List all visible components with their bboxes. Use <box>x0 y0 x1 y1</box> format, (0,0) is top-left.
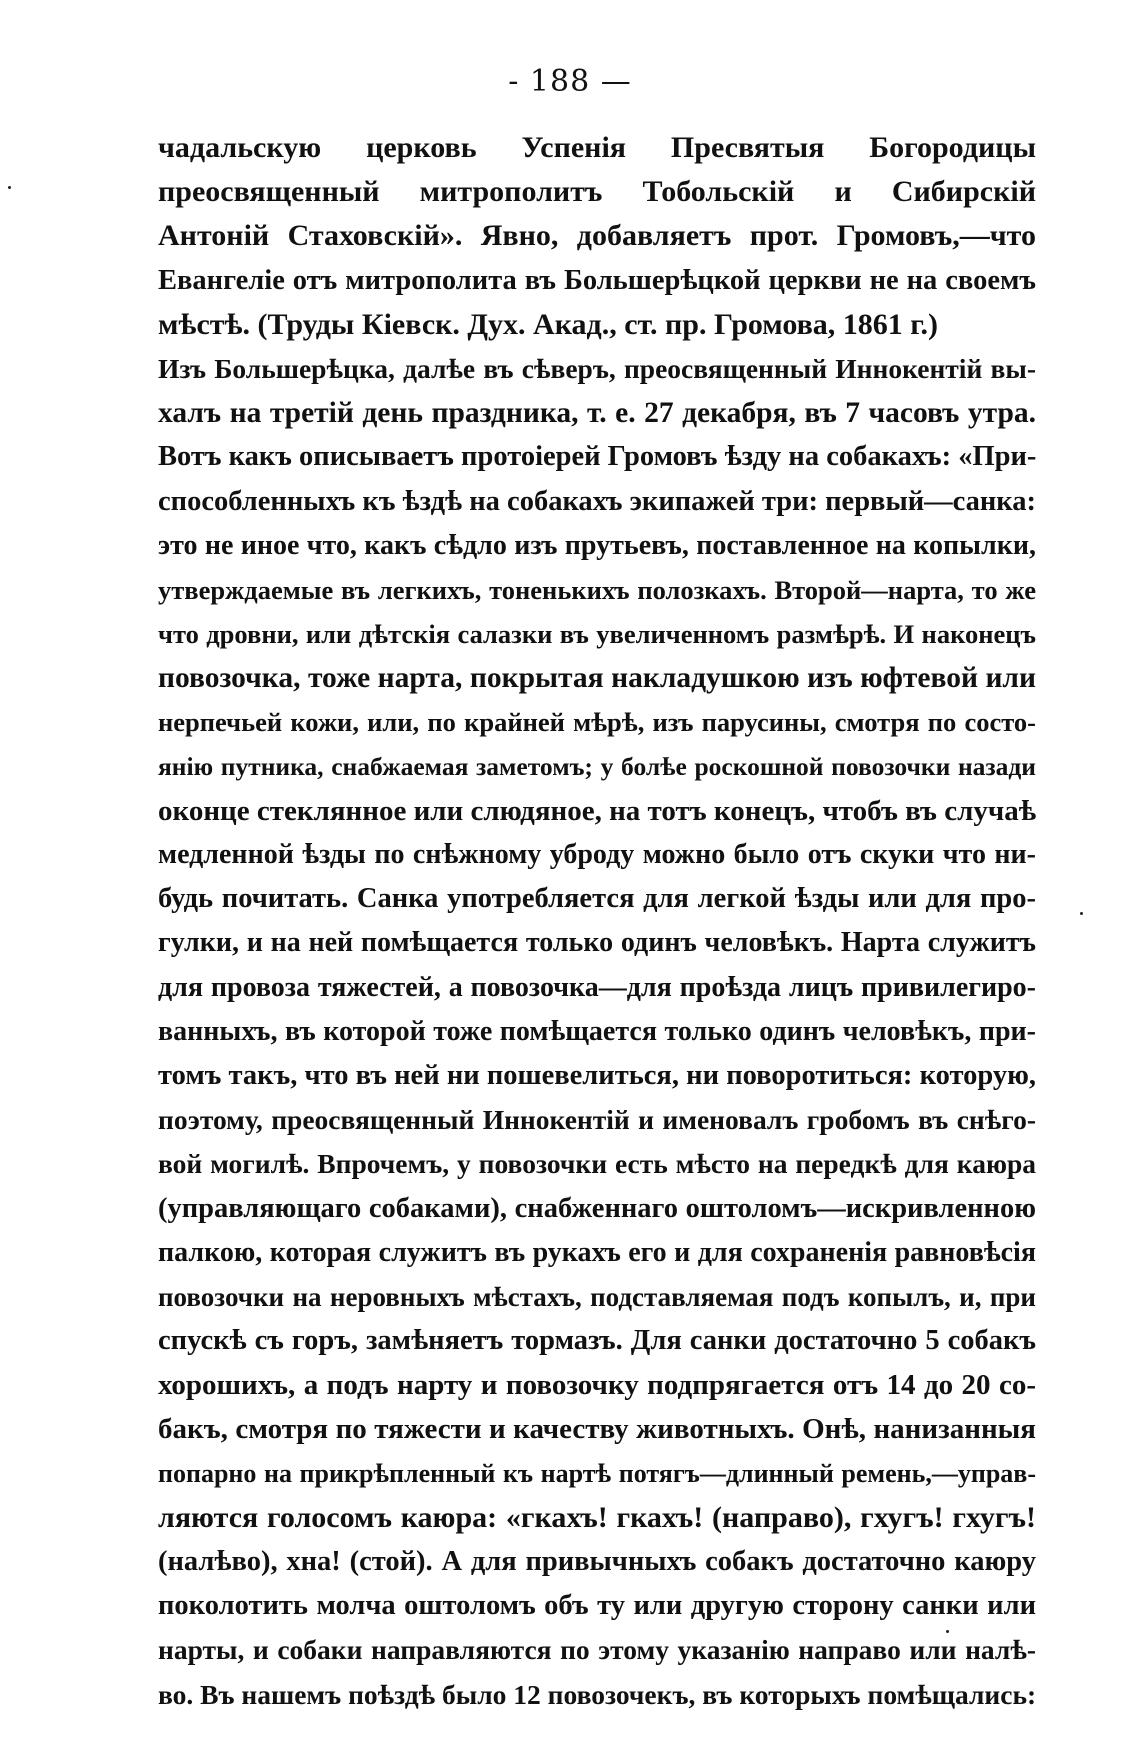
text-line: чадальскую церковь Успенія Пресвятыя Богородицы <box>158 131 1036 164</box>
text-line: преосвященный митрополитъ Тобольскій и Сибирскій <box>158 175 1036 209</box>
text-line: попарно на прикрѣпленный къ нартѣ потягъ—длинный ремень,—управ- <box>158 1458 1036 1488</box>
text-line: палкою, которая служитъ въ рукахъ его и для сохраненія равновѣсія <box>158 1236 1036 1268</box>
text-line: ляются голосомъ каюра: «гкахъ! гкахъ! (направо), гхугъ! гхугъ! <box>158 1500 1036 1534</box>
text-line: ванныхъ, въ которой тоже помѣщается только одинъ человѣкъ, при- <box>158 1015 1036 1047</box>
text-line: это не иное что, какъ сѣдло изъ прутьевъ, поставленное на копылки, <box>158 529 1036 561</box>
text-line: гулки, и на ней помѣщается только одинъ человѣкъ. Нарта служитъ <box>158 927 1036 959</box>
text-line: медленной ѣзды по снѣжному уброду можно было отъ скуки что ни- <box>158 839 1036 870</box>
text-line: янію путника, снабжаемая заметомъ; у болѣе роскошной повозочки назади <box>158 751 1036 781</box>
text-line: (налѣво), хна! (стой). А для привычныхъ собакъ достаточно каюру <box>158 1546 1036 1577</box>
text-line: Евангеліе отъ митрополита въ Большерѣцкой церкви не на своемъ <box>158 264 1036 296</box>
text-line: повозочки на неровныхъ мѣстахъ, подставляемая подъ копылъ, и, при <box>158 1281 1036 1312</box>
text-line: будь почитать. Санка употребляется для легкой ѣзды или для про- <box>158 883 1036 915</box>
text-line: во. Въ нашемъ поѣздѣ было 12 повозочекъ, въ которыхъ помѣщались: <box>158 1678 1037 1710</box>
text-line: бакъ, смотря по тяжести и качеству животныхъ. Онѣ, нанизанныя <box>158 1413 1036 1446</box>
text-line: мѣстѣ. (Труды Кіевск. Дух. Акад., ст. пр. Громова, 1861 г.) <box>158 307 939 341</box>
text-line: нерпечьей кожи, или, по крайней мѣрѣ, изъ парусины, смотря по состо- <box>158 707 1036 738</box>
text-line: для провоза тяжестей, а повозочка—для проѣзда лицъ привилегиро- <box>158 971 1036 1003</box>
text-line: утверждаемые въ легкихъ, тоненькихъ полозкахъ. Второй—нарта, то же <box>158 574 1036 605</box>
text-line: Изъ Большерѣцка, далѣе въ сѣверъ, преосвященный Иннокентій вы- <box>158 352 1036 384</box>
page-number: - 188 — <box>508 64 632 99</box>
print-speck <box>1080 912 1083 915</box>
text-line: халъ на третій день праздника, т. е. 27 декабря, въ 7 часовъ утра. <box>158 397 1036 430</box>
text-line: оконце стеклянное или слюдяное, на тотъ конецъ, чтобъ въ случаѣ <box>158 794 1037 827</box>
text-line: что дровни, или дѣтскія салазки въ увеличенномъ размѣрѣ. И наконецъ <box>158 619 1036 650</box>
body-text <box>158 126 1036 1717</box>
text-line: нарты, и собаки направляются по этому указанію направо или налѣ- <box>158 1634 1036 1666</box>
text-line: способленныхъ къ ѣздѣ на собакахъ экипажей три: первый—санка: <box>158 485 1037 517</box>
print-speck <box>8 186 11 189</box>
text-line: повозочка, тоже нарта, покрытая накладушкою изъ юфтевой или <box>158 662 1036 695</box>
text-line: (управляющаго собаками), снабженнаго оштоломъ—искривленною <box>158 1192 1036 1224</box>
text-line: спускѣ съ горъ, замѣняетъ тормазъ. Для санки достаточно 5 собакъ <box>158 1325 1036 1357</box>
text-line: вой могилѣ. Впрочемъ, у повозочки есть мѣсто на передкѣ для каюра <box>158 1148 1036 1180</box>
text-line: Антоній Стаховскій». Явно, добавляетъ прот. Громовъ,—что <box>158 219 1036 253</box>
print-speck <box>946 1630 949 1633</box>
text-line: поколотить молча оштоломъ объ ту или другую сторону санки или <box>158 1590 1036 1622</box>
text-line: поэтому, преосвященный Иннокентій и именовалъ гробомъ въ снѣго- <box>158 1104 1036 1136</box>
text-line: хорошихъ, а подъ нарту и повозочку подпрягается отъ 14 до 20 со- <box>158 1369 1036 1402</box>
text-line: томъ такъ, что въ ней ни пошевелиться, ни поворотиться: которую, <box>158 1059 1036 1091</box>
text-line: Вотъ какъ описываетъ протоіерей Громовъ ѣзду на собакахъ: «При- <box>158 441 1037 473</box>
